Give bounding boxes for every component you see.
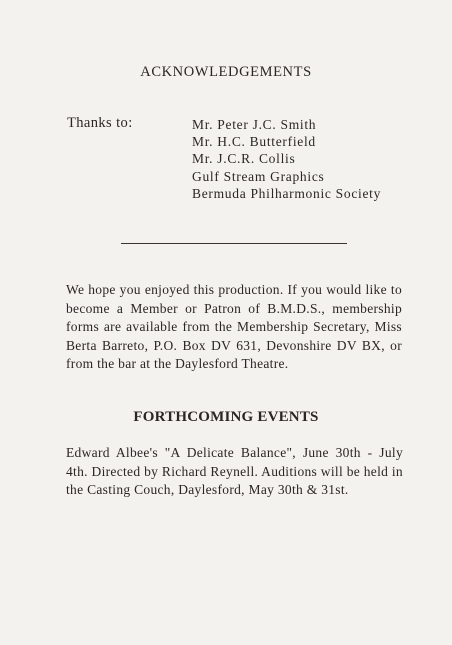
thanks-name: Bermuda Philharmonic Society (192, 185, 382, 201)
acknowledgements-heading: ACKNOWLEDGEMENTS (140, 64, 312, 80)
thanks-name: Mr. H.C. Butterfield (192, 134, 316, 150)
forthcoming-events-paragraph: Edward Albee's "A Delicate Balance", June 30th - July 4th. Directed by Richard Reynell. Auditions will be held in the Casting Couch, Daylesford, May 30th & 31st. (66, 445, 403, 498)
thanks-name: Gulf Stream Graphics (192, 168, 325, 184)
thanks-name: Mr. Peter J.C. Smith (192, 117, 317, 132)
membership-paragraph: We hope you enjoyed this production. If you would like to become a Member or Patron of B.M.D.S., membership forms are available from the Membership Secretary, Miss Berta Barreto, P.O. Box DV 631, Devonshire DV BX, or from the bar at the Daylesford Theatre. (66, 282, 402, 372)
section-divider (121, 243, 347, 244)
forthcoming-events-heading: FORTHCOMING EVENTS (133, 409, 319, 425)
thanks-name: Mr. J.C.R. Collis (192, 151, 296, 167)
thanks-list (192, 116, 381, 202)
thanks-label: Thanks to: (67, 115, 133, 131)
